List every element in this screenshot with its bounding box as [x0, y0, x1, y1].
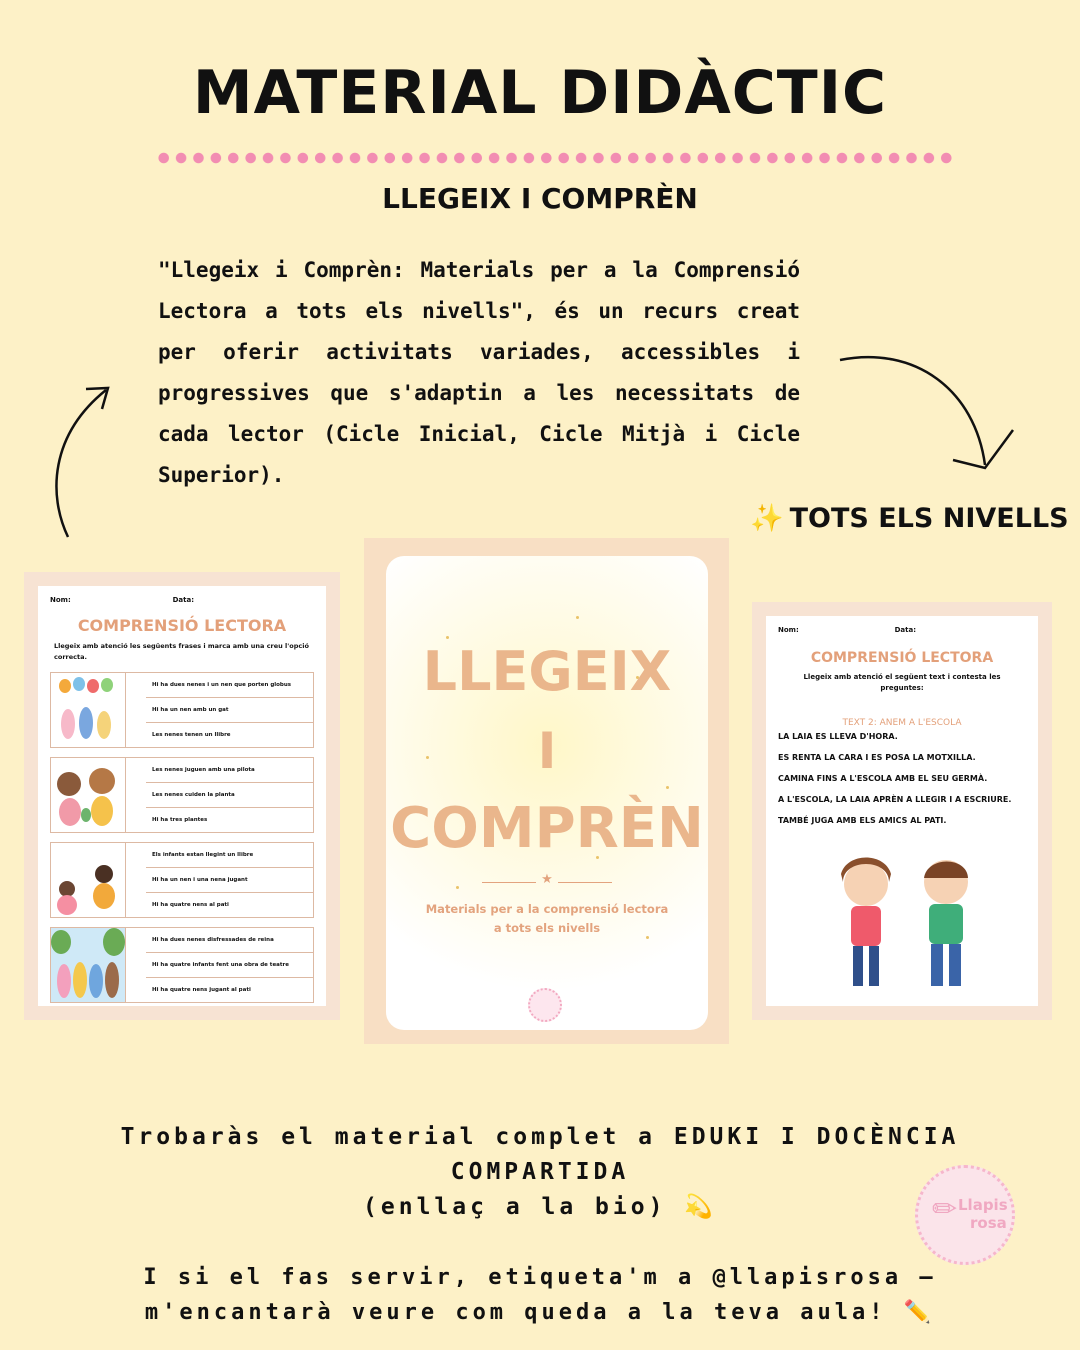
statement: Les nenes cuiden la planta — [146, 783, 313, 808]
story-line: ES RENTA LA CARA I ES POSA LA MOTXILLA. — [778, 753, 976, 762]
logo-word-2: rosa — [970, 1214, 1007, 1232]
statement: Hi ha dues nenes disfressades de reina — [146, 928, 313, 953]
left-worksheet-preview — [24, 572, 340, 1020]
footer-line-4: I si el fas servir, etiqueta'm a @llapisrosa — — [143, 1265, 937, 1290]
question-group — [50, 757, 314, 833]
cover-subtitle-line-1: Materials per a la comprensió lectora — [425, 902, 669, 916]
story-line: TAMBÉ JUGA AMB ELS AMICS AL PATI. — [778, 816, 947, 825]
statement: Hi ha quatre nens jugant al pati — [152, 987, 251, 993]
worksheet-instructions: Llegeix amb atenció les següents frases i marca amb una creu l'opció correcta. — [54, 642, 309, 661]
cover-title-word-3: COMPRÈN — [390, 796, 704, 861]
statement: Hi ha tres plantes — [152, 817, 208, 823]
name-field-label: Nom: — [778, 626, 799, 634]
worksheet-instructions: Llegeix amb atenció el següent text i contesta les preguntes: — [803, 673, 1001, 692]
right-worksheet-preview — [752, 602, 1052, 1020]
dotted-divider — [155, 152, 955, 164]
statement: Les nenes juguen amb una pilota — [146, 758, 313, 783]
date-field-label: Data: — [172, 596, 194, 604]
children-playing-illustration — [51, 843, 126, 917]
page-title: MATERIAL DIDÀCTIC — [192, 58, 888, 128]
footer-link-hint: (enllaç a la bio) 💫 — [363, 1194, 717, 1220]
name-field-label: Nom: — [50, 596, 71, 604]
curved-arrow-down-icon — [835, 350, 1025, 475]
statement: Hi ha quatre infants fent una obra de teatre — [146, 953, 313, 978]
statement: Hi ha quatre nens al pati — [152, 902, 229, 908]
children-balloons-illustration — [51, 673, 126, 747]
cover-divider — [558, 882, 612, 883]
question-group — [50, 842, 314, 918]
text-title: TEXT 2: ANEM A L'ESCOLA — [842, 718, 962, 728]
statement: Hi ha dues nenes i un nen que porten globus — [146, 673, 313, 698]
footer-line-5: m'encantarà veure com queda a la teva aula! ✏️ — [144, 1300, 936, 1325]
girls-planting-illustration — [51, 758, 126, 832]
intro-paragraph: "Llegeix i Comprèn: Materials per a la Comprensió Lectora a tots els nivells", és un recurs creat per oferir activitats variades, accessibles i progressives que s'adaptin a les necessitats de cada lector (Cicle Inicial, Cicle Mitjà i Cicle Superior). — [158, 258, 800, 487]
story-line: A L'ESCOLA, LA LAIA APRÈN A LLEGIR I A ESCRIURE. — [778, 795, 1012, 804]
cover-subtitle-line-2: a tots els nivells — [493, 921, 601, 935]
pencil-icon: ✏ — [932, 1192, 958, 1227]
logo-word-1: Llapis — [958, 1196, 1008, 1214]
date-field-label: Data: — [894, 626, 916, 634]
children-theatre-illustration — [51, 928, 126, 1002]
book-cover-preview — [364, 538, 729, 1044]
story-line: LA LAIA ES LLEVA D'HORA. — [778, 732, 898, 741]
story-line: CAMINA FINS A L'ESCOLA AMB EL SEU GERMÀ. — [778, 774, 988, 783]
star-icon: ★ — [541, 872, 553, 887]
sparkles-icon: ✨ — [750, 503, 784, 534]
cover-title-word-1: LLEGEIX — [422, 640, 672, 703]
all-levels-label: ✨ TOTS ELS NIVELLS — [750, 503, 1069, 534]
worksheet-title: COMPRENSIÓ LECTORA — [810, 650, 994, 666]
question-group — [50, 672, 314, 748]
children-walking-illustration — [821, 854, 1001, 1004]
footer-line-1: Trobaràs el material complet a EDUKI I DOCÈNCIA — [120, 1124, 960, 1150]
curved-arrow-up-icon — [40, 375, 120, 545]
statement: Hi ha un nen amb un gat — [146, 698, 313, 723]
cover-logo — [528, 988, 562, 1022]
llapis-rosa-logo — [915, 1165, 1015, 1265]
worksheet-title: COMPRENSIÓ LECTORA — [77, 616, 287, 635]
statement: Els infants estan llegint un llibre — [146, 843, 313, 868]
question-group — [50, 927, 314, 1003]
statement: Les nenes tenen un llibre — [152, 732, 231, 738]
page-subtitle: LLEGEIX I COMPRÈN — [382, 182, 698, 215]
footer-line-2: COMPARTIDA — [450, 1159, 630, 1185]
cover-title-word-2: I — [537, 722, 557, 780]
statement: Hi ha un nen i una nena jugant — [146, 868, 313, 893]
